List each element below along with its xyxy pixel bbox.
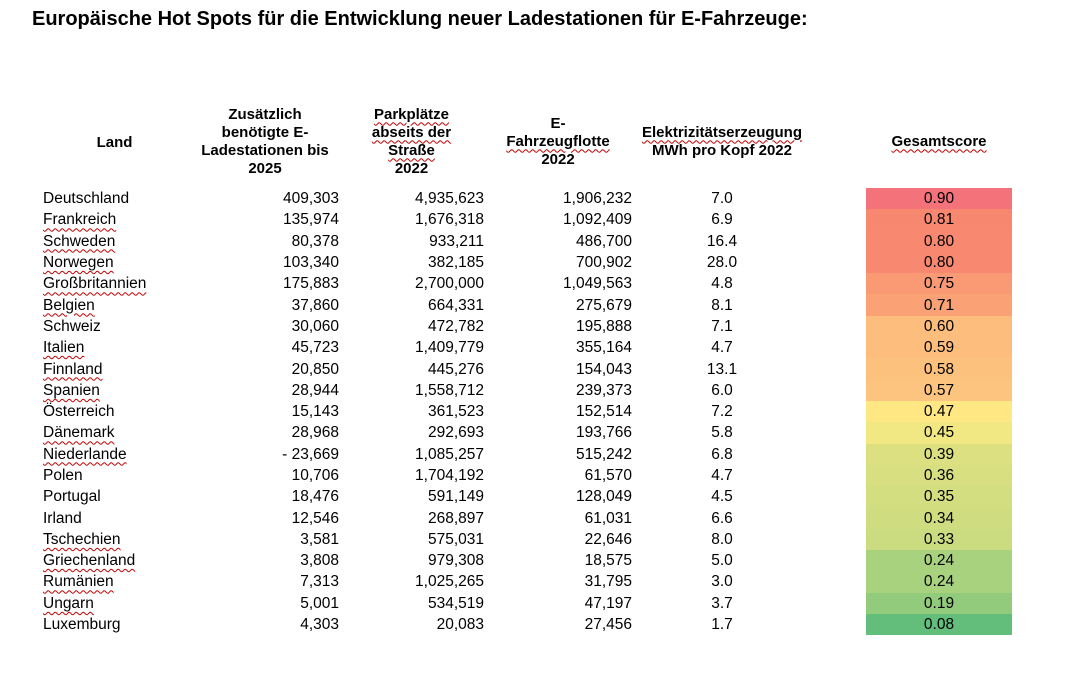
cell-score: 0.58 — [866, 358, 1012, 379]
table-row — [38, 465, 1012, 486]
cell-score: 0.19 — [866, 593, 1012, 614]
cell-land: Großbritannien — [43, 275, 147, 293]
cell-stations: 4,303 — [300, 616, 339, 634]
cell-gap — [812, 401, 866, 422]
cell-fleet: 195,888 — [575, 317, 632, 335]
cell-parking: 445,276 — [427, 360, 484, 378]
cell-elec: 4.5 — [711, 488, 733, 506]
cell-fleet: 61,031 — [584, 509, 632, 527]
header-stations: Zusätzlich benötigte E- Ladestationen bis 2025 — [201, 105, 329, 177]
table-row — [38, 188, 1012, 209]
table-row — [38, 529, 1012, 550]
cell-gap — [812, 529, 866, 550]
cell-stations: 103,340 — [282, 254, 339, 272]
cell-stations: 30,060 — [291, 317, 339, 335]
cell-elec: 13.1 — [706, 360, 738, 378]
cell-land: Schweiz — [43, 317, 101, 335]
table-row — [38, 252, 1012, 273]
cell-elec: 1.7 — [711, 616, 733, 634]
cell-parking: 268,897 — [427, 509, 484, 527]
cell-gap — [812, 273, 866, 294]
cell-land: Finnland — [43, 360, 103, 378]
cell-elec: 4.8 — [711, 275, 733, 293]
cell-land: Spanien — [43, 381, 100, 399]
table-row — [38, 486, 1012, 507]
cell-fleet: 515,242 — [575, 445, 632, 463]
header-gap — [812, 95, 866, 188]
cell-parking: 664,331 — [427, 296, 484, 314]
cell-elec: 7.0 — [711, 190, 733, 208]
cell-stations: 28,944 — [291, 381, 339, 399]
cell-score: 0.08 — [866, 614, 1012, 635]
cell-score: 0.75 — [866, 273, 1012, 294]
cell-score: 0.60 — [866, 316, 1012, 337]
cell-gap — [812, 571, 866, 592]
cell-parking: 1,704,192 — [415, 467, 484, 484]
table-row — [38, 593, 1012, 614]
cell-gap — [812, 380, 866, 401]
cell-stations: 28,968 — [291, 424, 339, 442]
cell-parking: 979,308 — [427, 552, 484, 570]
cell-fleet: 18,575 — [584, 552, 632, 570]
cell-stations: 45,723 — [291, 339, 339, 357]
cell-gap — [812, 465, 866, 486]
cell-score: 0.24 — [866, 550, 1012, 571]
cell-land: Portugal — [43, 488, 101, 506]
table-row — [38, 273, 1012, 294]
cell-stations: 80,378 — [291, 232, 339, 250]
cell-land: Griechenland — [43, 552, 136, 570]
page-title: Europäische Hot Spots für die Entwicklung neuer Ladestationen für E-Fahrzeuge: — [32, 8, 808, 30]
cell-parking: 4,935,623 — [415, 190, 484, 208]
cell-gap — [812, 507, 866, 528]
table-row — [38, 337, 1012, 358]
cell-fleet: 275,679 — [575, 296, 632, 314]
cell-elec: 5.8 — [711, 424, 733, 442]
cell-fleet: 486,700 — [575, 232, 632, 250]
cell-land: Irland — [43, 509, 82, 527]
cell-land: Belgien — [43, 296, 95, 314]
cell-fleet: 193,766 — [575, 424, 632, 442]
cell-stations: 18,476 — [291, 488, 339, 506]
cell-score: 0.39 — [866, 444, 1012, 465]
header-parking: Parkplätze abseits der Straße 2022 — [371, 105, 452, 177]
cell-gap — [812, 444, 866, 465]
cell-fleet: 1,049,563 — [563, 275, 632, 293]
cell-score: 0.81 — [866, 209, 1012, 230]
cell-land: Deutschland — [43, 190, 130, 208]
cell-parking: 591,149 — [427, 488, 484, 506]
cell-fleet: 31,795 — [584, 573, 632, 591]
cell-fleet: 22,646 — [584, 530, 632, 548]
table-row — [38, 614, 1012, 635]
cell-land: Frankreich — [43, 211, 117, 229]
cell-fleet: 1,906,232 — [563, 190, 632, 208]
cell-fleet: 128,049 — [575, 488, 632, 506]
cell-stations: 175,883 — [282, 275, 339, 293]
cell-land: Ungarn — [43, 594, 94, 612]
table-row — [38, 401, 1012, 422]
cell-stations: 37,860 — [291, 296, 339, 314]
cell-fleet: 154,043 — [575, 360, 632, 378]
table-row — [38, 550, 1012, 571]
cell-score: 0.45 — [866, 422, 1012, 443]
cell-fleet: 1,092,409 — [563, 211, 632, 229]
header-land: Land — [96, 133, 133, 151]
table-row — [38, 422, 1012, 443]
cell-parking: 534,519 — [427, 594, 484, 612]
cell-elec: 4.7 — [711, 339, 733, 357]
table-row — [38, 358, 1012, 379]
cell-elec: 6.8 — [711, 445, 733, 463]
cell-gap — [812, 486, 866, 507]
cell-elec: 28.0 — [706, 254, 738, 272]
table-row — [38, 294, 1012, 315]
cell-stations: 3,581 — [300, 530, 339, 548]
cell-parking: 20,083 — [436, 616, 484, 634]
cell-gap — [812, 294, 866, 315]
cell-land: Rumänien — [43, 573, 114, 591]
table-row — [38, 444, 1012, 465]
cell-elec: 6.0 — [711, 381, 733, 399]
cell-gap — [812, 188, 866, 209]
cell-score: 0.57 — [866, 380, 1012, 401]
cell-score: 0.80 — [866, 252, 1012, 273]
cell-fleet: 355,164 — [575, 339, 632, 357]
cell-elec: 6.6 — [711, 509, 733, 527]
table-row — [38, 507, 1012, 528]
hotspot-table — [38, 95, 1012, 635]
cell-stations: 12,546 — [291, 509, 339, 527]
cell-score: 0.36 — [866, 465, 1012, 486]
cell-fleet: 700,902 — [575, 254, 632, 272]
header-elec: Elektrizitätserzeugung MWh pro Kopf 2022 — [641, 123, 803, 159]
header-fleet: E- Fahrzeugflotte 2022 — [506, 114, 610, 168]
cell-gap — [812, 252, 866, 273]
cell-fleet: 27,456 — [584, 616, 632, 634]
cell-elec: 4.7 — [711, 467, 733, 484]
table-row — [38, 571, 1012, 592]
cell-stations: 409,303 — [282, 190, 339, 208]
cell-parking: 361,523 — [427, 403, 484, 421]
cell-elec: 7.2 — [711, 403, 733, 421]
cell-stations: 10,706 — [291, 467, 339, 484]
cell-land: Polen — [43, 467, 83, 484]
cell-elec: 3.7 — [711, 594, 733, 612]
cell-elec: 8.0 — [711, 530, 733, 548]
cell-gap — [812, 422, 866, 443]
cell-stations: 135,974 — [282, 211, 339, 229]
cell-elec: 6.9 — [711, 211, 733, 229]
table-row — [38, 209, 1012, 230]
cell-parking: 382,185 — [427, 254, 484, 272]
cell-score: 0.71 — [866, 294, 1012, 315]
cell-land: Tschechien — [43, 530, 121, 548]
cell-land: Italien — [43, 339, 85, 357]
cell-fleet: 47,197 — [584, 594, 632, 612]
cell-land: Österreich — [43, 403, 115, 421]
cell-stations: 7,313 — [300, 573, 339, 591]
table-row — [38, 231, 1012, 252]
cell-gap — [812, 550, 866, 571]
cell-score: 0.24 — [866, 571, 1012, 592]
table-row — [38, 316, 1012, 337]
cell-score: 0.59 — [866, 337, 1012, 358]
cell-stations: 20,850 — [291, 360, 339, 378]
cell-land: Niederlande — [43, 445, 127, 463]
cell-score: 0.34 — [866, 507, 1012, 528]
cell-elec: 7.1 — [711, 317, 733, 335]
cell-fleet: 61,570 — [584, 467, 632, 484]
cell-stations: - 23,669 — [282, 445, 339, 463]
cell-gap — [812, 316, 866, 337]
cell-stations: 15,143 — [291, 403, 339, 421]
cell-stations: 5,001 — [300, 594, 339, 612]
cell-gap — [812, 358, 866, 379]
cell-land: Luxemburg — [43, 616, 121, 634]
cell-parking: 1,676,318 — [415, 211, 484, 229]
cell-gap — [812, 614, 866, 635]
cell-elec: 16.4 — [706, 232, 738, 250]
cell-parking: 1,025,265 — [415, 573, 484, 591]
cell-gap — [812, 337, 866, 358]
cell-elec: 5.0 — [711, 552, 733, 570]
cell-score: 0.33 — [866, 529, 1012, 550]
cell-parking: 292,693 — [427, 424, 484, 442]
header-row — [38, 95, 1012, 188]
cell-land: Schweden — [43, 232, 116, 250]
cell-parking: 575,031 — [427, 530, 484, 548]
cell-gap — [812, 593, 866, 614]
cell-land: Dänemark — [43, 424, 115, 442]
table-row — [38, 380, 1012, 401]
cell-parking: 1,409,779 — [415, 339, 484, 357]
cell-fleet: 152,514 — [575, 403, 632, 421]
cell-parking: 472,782 — [427, 317, 484, 335]
cell-parking: 1,085,257 — [415, 445, 484, 463]
cell-land: Norwegen — [43, 254, 114, 272]
cell-score: 0.80 — [866, 231, 1012, 252]
cell-stations: 3,808 — [300, 552, 339, 570]
cell-parking: 2,700,000 — [415, 275, 484, 293]
cell-gap — [812, 209, 866, 230]
cell-parking: 1,558,712 — [415, 381, 484, 399]
cell-elec: 8.1 — [711, 296, 733, 314]
cell-elec: 3.0 — [711, 573, 733, 591]
cell-gap — [812, 231, 866, 252]
cell-parking: 933,211 — [429, 232, 484, 250]
cell-score: 0.35 — [866, 486, 1012, 507]
cell-score: 0.90 — [866, 188, 1012, 209]
cell-score: 0.47 — [866, 401, 1012, 422]
header-score: Gesamtscore — [891, 132, 987, 150]
cell-fleet: 239,373 — [575, 381, 632, 399]
